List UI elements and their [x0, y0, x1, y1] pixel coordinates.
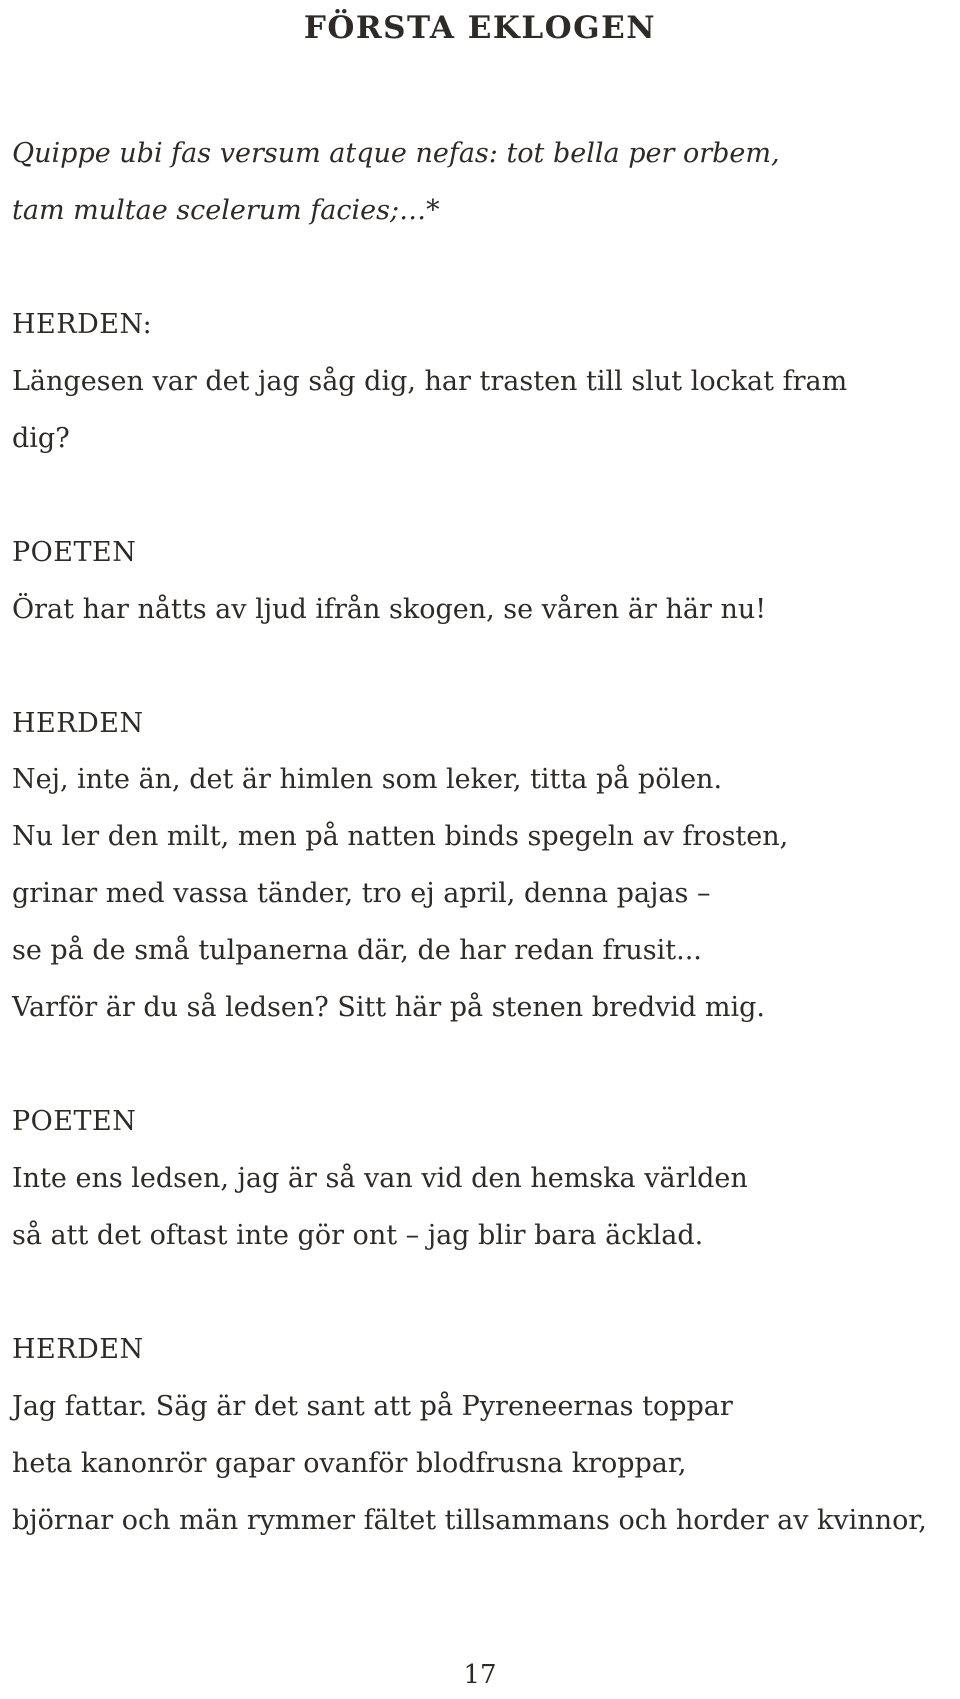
speaker-label: HERDEN [12, 1334, 144, 1365]
epigraph-line: Quippe ubi fas versum atque nefas: tot bella per orbem, [12, 138, 780, 169]
verse-line: dig? [12, 423, 70, 454]
speaker-label: POETEN [12, 1106, 137, 1137]
verse-line: heta kanonrör gapar ovanför blodfrusna kroppar, [12, 1448, 687, 1479]
verse-line: Örat har nåtts av ljud ifrån skogen, se våren är här nu! [12, 594, 767, 625]
chapter-title: FÖRSTA EKLOGEN [303, 10, 657, 46]
speaker-label: HERDEN [12, 708, 144, 739]
speaker-label: HERDEN: [12, 309, 153, 340]
verse-line: grinar med vassa tänder, tro ej april, denna pajas – [12, 878, 711, 909]
verse-line: se på de små tulpanerna där, de har redan frusit... [12, 935, 702, 966]
verse-line: Nu ler den milt, men på natten binds spegeln av frosten, [12, 821, 789, 852]
verse-line: Inte ens ledsen, jag är så van vid den hemska världen [12, 1163, 748, 1194]
speaker-label: POETEN [12, 537, 137, 568]
verse-line: så att det oftast inte gör ont – jag blir bara äcklad. [12, 1220, 704, 1251]
epigraph-line: tam multae scelerum facies;…* [12, 195, 440, 226]
verse-line: Jag fattar. Säg är det sant att på Pyreneernas toppar [12, 1391, 733, 1422]
verse-line: Nej, inte än, det är himlen som leker, titta på pölen. [12, 764, 723, 795]
verse-line: Varför är du så ledsen? Sitt här på stenen bredvid mig. [12, 992, 766, 1023]
verse-line: Längesen var det jag såg dig, har trasten till slut lockat fram [12, 366, 848, 397]
page-number: 17 [463, 1660, 497, 1690]
verse-line: björnar och män rymmer fältet tillsammans och horder av kvinnor, [12, 1505, 927, 1536]
